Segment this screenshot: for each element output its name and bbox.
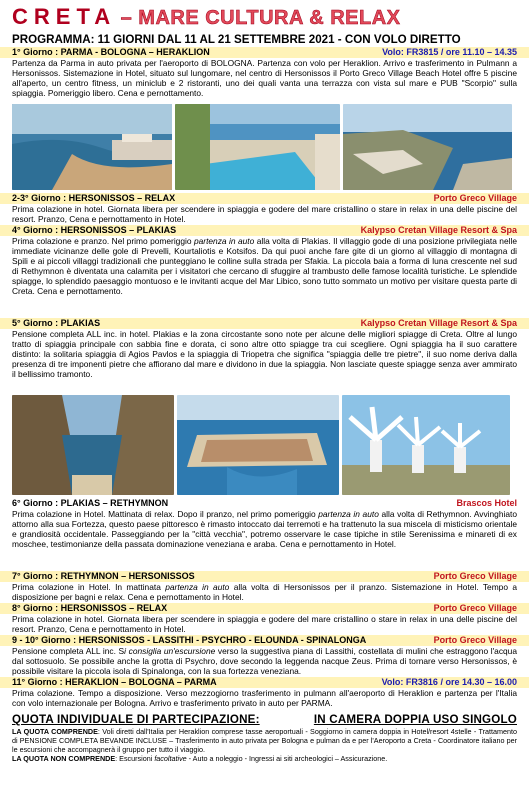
day-11-text: Prima colazione. Tempo a disposizione. Verso mezzogiorno trasferimento in pulmann all'aeroporto di Heraklion e partenza per l'Italia con volo internazionale per Bologna. Arrivo e trasferimento privato in auto per PARMA.: [12, 688, 517, 709]
day-4-bar: [0, 225, 529, 236]
photo-windmills: [342, 395, 510, 495]
dash: –: [120, 7, 139, 29]
day-6-bar: [0, 498, 529, 509]
day-8-text: Prima colazione in hotel. Giornata libera per scendere in spiaggia e godere del mare cristallino o stare in relax in una delle piscine del resort. Pranzo, Cena e pernottamento in Hotel.: [12, 614, 517, 635]
day-title: 7° Giorno : RETHYMNON – HERSONISSOS: [12, 571, 195, 581]
brand-title: CRETA: [12, 4, 117, 29]
quota-title: [0, 712, 529, 727]
program-title: PROGRAMMA: 11 GIORNI DAL 11 AL 21 SETTEMBRE 2021 - CON VOLO DIRETTO: [12, 33, 461, 46]
gorge-image: [12, 395, 174, 495]
day-title: 9 - 10° Giorno : HERSONISSOS - LASSITHI - PSYCHRO - ELOUNDA - SPINALONGA: [12, 635, 367, 645]
quota-right: IN CAMERA DOPPIA USO SINGOLO: [313, 713, 517, 726]
photo-bay-town: [343, 104, 512, 190]
day-6-text: Prima colazione in Hotel. Mattinata di relax. Dopo il pranzo, nel primo pomeriggio partenza in auto alla volta di Rethymnon. Avvinghiato attorno alla sua Fortezza, questo paese pittoresco è rimasto intoccato dai terremoti e ha trattenuto la sua miscela di misticismo orientale e grandiosità occidentale. Passeggiando per la "città vecchia", potremo osservare le case tipiche in stile Serenissima e minareti di ex moschee, testimonianze della passata dominazione veneziana e araba. Cena e pernottamento in Hotel.: [12, 509, 517, 550]
day-title: 2-3° Giorno : HERSONISSOS – RELAX: [12, 193, 176, 203]
photo-row-2: [0, 395, 529, 495]
windmills-image: [342, 395, 510, 495]
day-title: 1° Giorno : PARMA - BOLOGNA – HERAKLION: [12, 47, 210, 57]
day-title: 11° Giorno : HERAKLION – BOLOGNA – PARMA: [12, 677, 217, 687]
flight-info: Volo: FR3816 / ore 14.30 – 16.00: [381, 677, 517, 687]
page-header: [0, 0, 529, 32]
day-11-bar: [0, 677, 529, 688]
day-title: 8° Giorno : HERSONISSOS – RELAX: [12, 603, 168, 613]
day-8-bar: [0, 603, 529, 614]
hotel-name: Kalypso Cretan Village Resort & Spa: [360, 318, 517, 328]
day-1-bar: [0, 47, 529, 58]
excludes-text: LA QUOTA NON COMPRENDE: Escursioni facoltative - Auto a noleggio - Ingressi ai siti archeologici – Assicurazione.: [12, 754, 388, 763]
day-7-bar: [0, 571, 529, 582]
day-5-text: Pensione completa ALL inc. in hotel. Plakias e la zona circostante sono note per alcune delle migliori spiagge di Creta. Oltre al lungo tratto di spiaggia principale con sabbia fine e dorata, ci sono altre otto spiagge tra cui scegliere. Ogni spiaggia ha il suo carattere distinto: la solitaria spiaggia di Agios Pavlos e la spiaggia di Triopetra che significa "spiaggia delle tre pietre", il suo nome deriva dalla presenza di tre imponenti pietre che affiorano dal mare e dividono in due la spiaggia. Non lasciate queste spiagge senza aver ammirato il bellissimo tramonto.: [12, 329, 517, 380]
quota-left: QUOTA INDIVIDUALE DI PARTECIPAZIONE:: [12, 713, 260, 726]
rethymnon-harbor-image: [177, 395, 339, 495]
day-2-3-bar: [0, 193, 529, 204]
day-5-bar: [0, 318, 529, 329]
hotel-pool-image: [175, 104, 340, 190]
photo-gorge: [12, 395, 174, 495]
day-9-10-bar: [0, 635, 529, 646]
hotel-name: Porto Greco Village: [433, 193, 517, 203]
day-2-3-text: Prima colazione in hotel. Giornata libera per scendere in spiaggia e godere del mare cristallino o stare in relax in una delle piscine del resort. Pranzo, Cena e pernottamento in Hotel.: [12, 204, 517, 225]
day-title: 6° Giorno : PLAKIAS – RETHYMNON: [12, 498, 169, 508]
tagline: MARE CULTURA & RELAX: [138, 7, 401, 29]
beach-coast-image: [12, 104, 172, 190]
hotel-name: Porto Greco Village: [433, 571, 517, 581]
day-1-text: Partenza da Parma in auto privata per l'aeroporto di BOLOGNA. Partenza con volo per Heraklion. Arrivo e trasferimento in Pulmann a Hersonissos. Sistemazione in Hotel, situato sul lungomare, nel centro di Hersonissos il Porto Greco Village Beach Hotel offre 5 piscine all'aperto, un centro fitness, un miniclub e 2 ristoranti, uno dei quali vanta una terrazza con vista sul mare e PUB "Scorpio" sulla spiaggia. Pomeriggio libero. Cena e pernottamento.: [12, 58, 517, 99]
includes-text: LA QUOTA COMPRENDE: Voli diretti dall'Italia per Heraklion comprese tasse aeroportuali - Soggiorno in camera doppia in Hotel/resort 4stelle - Trattamento di PENSIONE COMPLETA BEVANDE INCLUSE – Trasferimento in auto privata per Bologna e pulman da e per l'Aeroporto a Creta - Coordinatore italiano per le escursioni che accompagnerà il gruppo per tutto il viaggio.: [12, 727, 517, 754]
hotel-name: Kalypso Cretan Village Resort & Spa: [360, 225, 517, 235]
day-title: 4° Giorno : HERSONISSOS – PLAKIAS: [12, 225, 177, 235]
flight-info: Volo: FR3815 / ore 11.10 – 14.35: [382, 47, 517, 57]
day-4-text: Prima colazione e pranzo. Nel primo pomeriggio partenza in auto alla volta di Plakias. Il villaggio gode di una posizione privilegiata nelle immediate vicinanze delle gole di Prevelli, Kourtaliotis e Kotsifos. Da qui puoi anche fare gite di un giorno al villaggio di montagna di Spili e ai piccoli villaggi tradizionali che punteggiano le colline sulla strada per Sfakia. La piccola baia a forma di luna crescente nel sud di Rethymnon è diventata una calamita per i visitatori che cercano di sfuggire al trambusto delle famose località turistiche. Le splendide spiagge, lo splendido paesaggio montuoso e le invitanti acque del Mar Libico, sono tutto sommato un motivo per visitare questa parte di Creta. Cena e pernottamento.: [12, 236, 517, 297]
hotel-name: Porto Greco Village: [433, 603, 517, 613]
day-9-10-text: Pensione completa ALL inc. Si consiglia un'escursione verso la suggestiva piana di Lassithi, costellata di mulini che estraggono l'acqua dal sottosuolo. Se possibile anche la grotta di Psychro, dove secondo la leggenda nacque Zeus. Prima di tornare verso Hersonissos, è possibile visitare la piccola isola di Spinalonga, con la sua fortezza veneziana.: [12, 646, 517, 677]
day-7-text: Prima colazione in Hotel. In mattinata partenza in auto alla volta di Hersonissos per il pranzo. Sistemazione in Hotel. Tempo a disposizione per bagni e relax. Cena e pernottamento in Hotel.: [12, 582, 517, 603]
bay-town-image: [343, 104, 512, 190]
photo-rethymnon-harbor: [177, 395, 339, 495]
day-title: 5° Giorno : PLAKIAS: [12, 318, 101, 328]
hotel-name: Porto Greco Village: [433, 635, 517, 645]
photo-beach-coast: [12, 104, 172, 190]
hotel-name: Brascos Hotel: [456, 498, 517, 508]
photo-hotel-pool: [175, 104, 340, 190]
photo-row-1: [0, 104, 529, 190]
